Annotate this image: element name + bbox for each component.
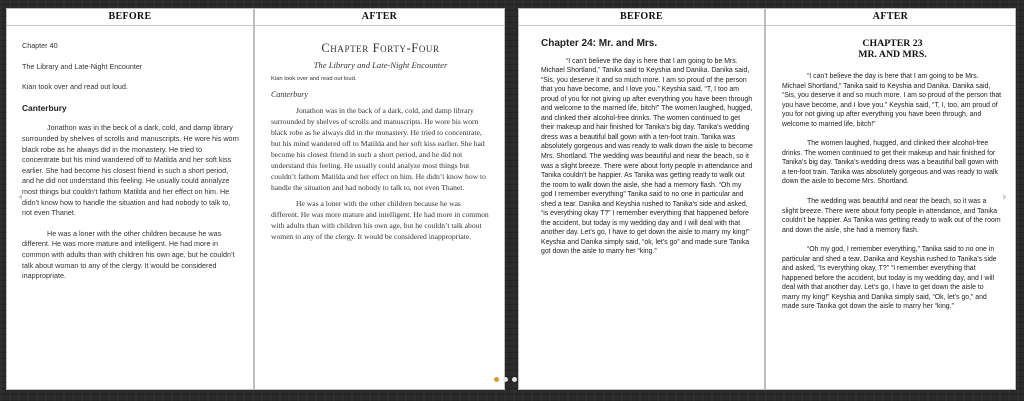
comparison-slide-1 <box>6 8 505 390</box>
before-header: BEFORE <box>7 9 253 26</box>
after-text <box>255 41 504 242</box>
after-page <box>765 8 1016 390</box>
chapter-title: The Library and Late-Night Encounter <box>22 61 143 71</box>
location-heading: Canterbury <box>271 90 308 99</box>
after-page <box>254 8 505 390</box>
after-text <box>766 38 1015 312</box>
paragraph: He was a loner with the other children because he was different. He was more mature and intelligent. He had more in common with adults than with children his own age, but he couldn’t talk about woman to any of the clergy. It would be considered inappropriate. <box>22 228 235 281</box>
paragraph: He was a loner with the other children because he was different. He was more mature and intelligent. He had more in common with adults than with children his own age, but he couldn’t talk about women to any of the clergy. It would be considered inappropriate. <box>271 199 489 241</box>
before-text <box>7 41 253 282</box>
chapter-number: Chapter 40 <box>22 41 58 50</box>
chevron-left-icon[interactable] <box>18 194 22 200</box>
carousel-dots <box>494 377 517 382</box>
paragraph: Jonathon was in the beck of a dark, cold, and damp library surrounded by shelves of scrolls and manuscripts. He wore his worn black robe as he always did in the monastery. He tried to concentrate but his mind wandered off to Matilda and her soft kiss earlier. She had become his closest friend in such a short period, and he did not understand this feeling. He usually could annalyze most things but couldn’t fathom Matilda and her effect on him. He didn’t know how to handle the situation and had nobody to talk to, not even Thanet. <box>22 123 239 218</box>
carousel-dot[interactable] <box>503 377 508 382</box>
chapter-number: CHAPTER 23 <box>862 38 923 49</box>
chapter-title: Chapter Forty-Four <box>321 41 440 55</box>
chevron-right-icon[interactable] <box>1003 194 1007 200</box>
chapter-subtitle: The Library and Late-Night Encounter <box>313 60 448 70</box>
before-text <box>519 39 764 257</box>
location-heading: Canterbury <box>22 102 67 113</box>
paragraph: The women laughed, hugged, and clinked their alcohol-free drinks. The women continued to get their makeup and hair finished for Tanika’s big day. Tanika’s wedding dress was a beautiful ball gown with a ten-foot train. Tanika was absolutely gorgeous and was ready to walk down the aisle to become Mrs. Shortland. <box>782 140 999 186</box>
comparison-slide-2 <box>518 8 1016 390</box>
intro-line: Kian took over and read out loud. <box>22 82 128 92</box>
paragraph: “I can’t believe the day is here that I am going to be Mrs. Michael Shortland,” Tanika said to Keyshia and Danika. Danika said, “Sis, you deserve it and so much more. I am so proud of the person that you have become, and I love you.” Keyshia said, “T, I, too, am proud of you for not giving up after everything you have been through, and welcome to married life, bitch!” <box>782 73 1002 128</box>
intro-line: Kian took over and read out loud. <box>271 76 357 82</box>
chapter-title: MR. AND MRS. <box>858 49 927 60</box>
paragraph: Jonathon was in the back of a dark, cold, and damp library surrounded by shelves of scrolls and manuscripts. He wore his worn black robe as he always did in the monastery. He tried to concentrate, but his mind wandered off to Matilda and her soft kiss earlier. She had become his closest friend in such a short period, and he did not understand this feeling. He usually could analyze most things but couldn’t fathom Matilda and her effect on him. He didn’t know how to handle the situation and had nobody to talk to, not even Thanet. <box>271 106 486 192</box>
paragraph: The wedding was beautiful and near the beach, so it was a slight breeze. There were about forty people in attendance, and Tanika couldn’t be happier. As Tanika was getting ready to walk out of the room and down the aisle, she had a memory flash. <box>782 198 1001 234</box>
carousel-dot[interactable] <box>494 377 499 382</box>
before-header: BEFORE <box>519 9 764 26</box>
chapter-heading: Chapter 24: Mr. and Mrs. <box>541 38 658 49</box>
paragraph: “Oh my god, I remember everything,” Tanika said to no one in particular and shed a tear. Danika and Keyshia rushed to Tanika’s side and asked, “Is everything okay, T?” “I remember everything that happened before the accident, but today is my wedding day, and I will deal with that another day. Let’s go, I have to get down the aisle to marry my king!” Keyshia and Danika simply said, “Ok, let’s go,” and made sure Tanika got down the aisle to marry her “king.” <box>782 246 997 311</box>
after-header: AFTER <box>255 9 504 26</box>
before-page <box>6 8 254 390</box>
paragraph: “I can’t believe the day is here that I am going to be Mrs. Michael Shortland,” Tanika said to Keyshia and Danika. Danika said, “Sis, you deserve it and so much more. I am so proud of the person that you have become, and I love you.” Keyshia said, “T, I too am proud of you for not giving up after everything you have been through and welcome to the married life, bitch!” The women laughed, hugged, and clinked their alcohol-free drinks. The women continued to get their makeup and hair finished for Tanika’s big day. Tanika’s wedding dress was a beautiful ball gown with a ten-foot train. Tanika was absolutely gorgeous and was ready to walk down the aisle to become Mrs. Shortland. The wedding was beautiful and near the beach, so it was a slight breeze. There were about forty people in attendance and Tanika couldn’t be happier. As Tanika was getting ready to walk out the room to walk down the aisle, she had a memory flash. “Oh my god I remember everything” Tanika said to no one in particular and shed a tear. Danika and Keyshia rushed to Tanika’s side and asked, “is everything okay T?” I remember everything that happened before the accident, but today is my wedding day and I will deal with that another day. Let’s go, I have to get down the aisle to marry my king!” Keyshia and Danika simply said, “ok, let’s go” and made sure Tanika got down the aisle to marry her “king.” <box>541 57 753 256</box>
after-header: AFTER <box>766 9 1015 26</box>
carousel-dot[interactable] <box>512 377 517 382</box>
before-page <box>518 8 765 390</box>
